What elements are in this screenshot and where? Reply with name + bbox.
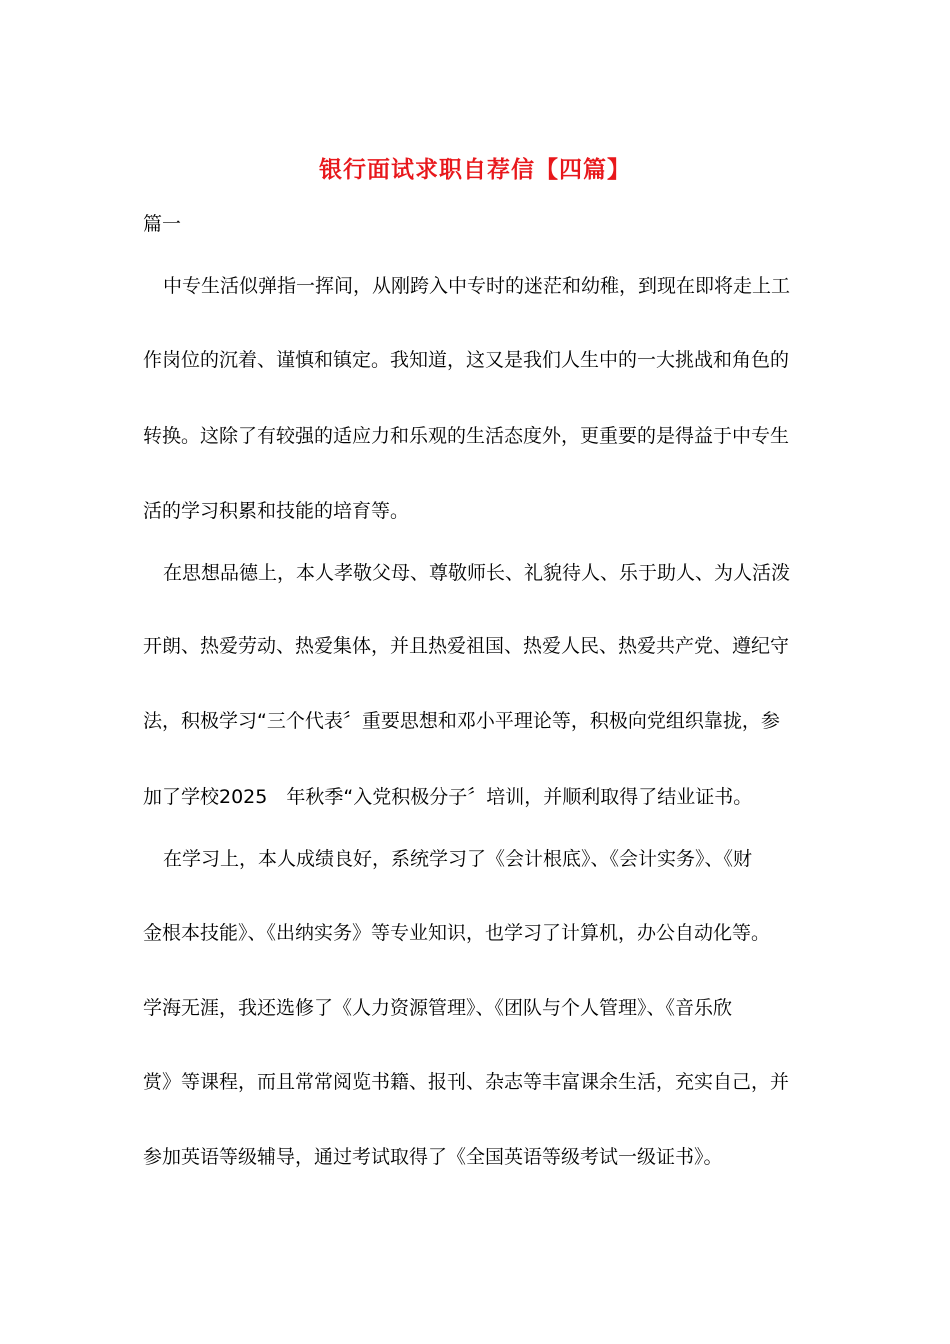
paragraph-line: 赏》等课程，而且常常阅览书籍、报刊、杂志等丰富课余生活，充实自己，并 xyxy=(143,1071,790,1093)
paragraph-line: 金根本技能》、《出纳实务》等专业知识，也学习了计算机，办公自动化等。 xyxy=(143,922,771,944)
paragraph-line: 开朗、热爱劳动、热爱集体，并且热爱祖国、热爱人民、热爱共产党、遵纪守 xyxy=(143,635,790,657)
paragraph-line: 转换。这除了有较强的适应力和乐观的生活态度外，更重要的是得益于中专生 xyxy=(143,425,790,447)
paragraph-line: 加了学校2025 年秋季“入党积极分子〞培训，并顺利取得了结业证书。 xyxy=(143,786,753,808)
paragraph-line: 在学习上，本人成绩良好，系统学习了《会计根底》、《会计实务》、《财 xyxy=(163,848,753,870)
paragraph-line: 法，积极学习“三个代表〞重要思想和邓小平理论等，积极向党组织靠拢，参 xyxy=(143,710,780,732)
paragraph-line: 中专生活似弹指一挥间，从刚跨入中专时的迷茫和幼稚，到现在即将走上工 xyxy=(163,275,791,297)
paragraph-line: 在思想品德上，本人孝敬父母、尊敬师长、礼貌待人、乐于助人、为人活泼 xyxy=(163,562,791,584)
paragraph-line: 参加英语等级辅导，通过考试取得了《全国英语等级考试一级证书》。 xyxy=(143,1146,723,1168)
document-title: 银行面试求职自荐信【四篇】 xyxy=(319,157,631,183)
paragraph-line: 作岗位的沉着、谨慎和镇定。我知道，这又是我们人生中的一大挑战和角色的 xyxy=(143,349,790,371)
paragraph-line: 活的学习积累和技能的培育等。 xyxy=(143,500,410,522)
section-heading: 篇一 xyxy=(143,213,182,235)
paragraph-line: 学海无涯，我还选修了《人力资源管理》、《团队与个人管理》、《音乐欣 xyxy=(143,997,733,1019)
